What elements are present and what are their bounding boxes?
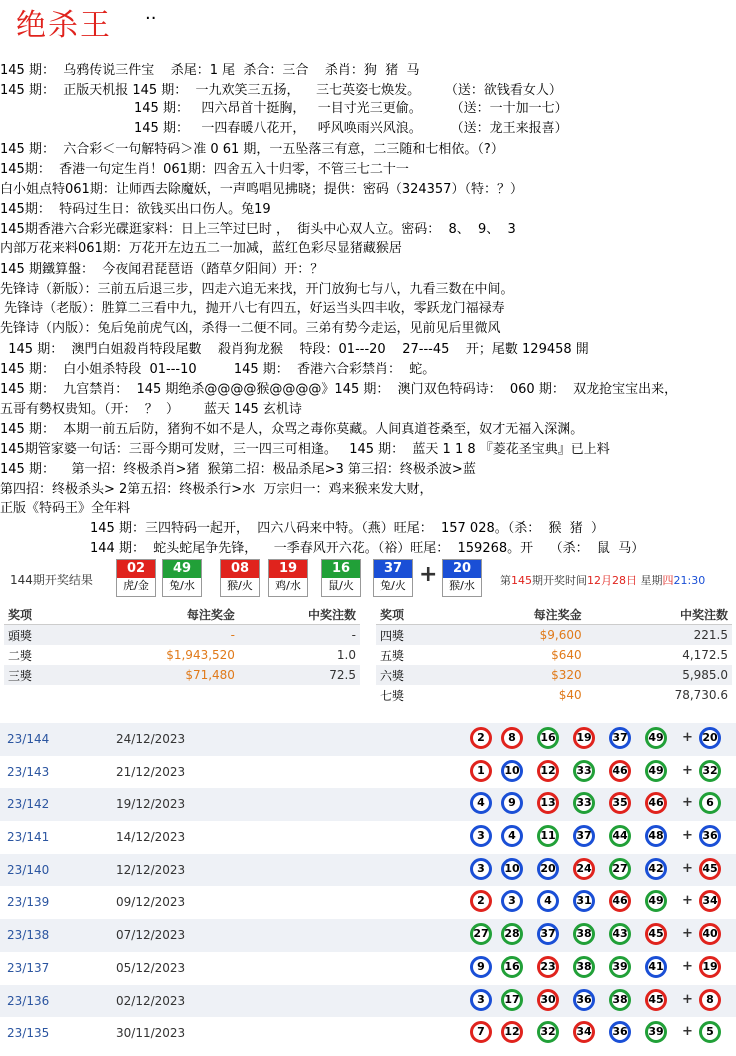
history-row xyxy=(0,985,736,1018)
history-ball: 46 xyxy=(645,792,667,814)
prize-amount: $71,480 xyxy=(73,665,239,685)
prize-name: 二獎 xyxy=(8,648,33,663)
result-ball-number: 49 xyxy=(163,560,201,578)
tip-line: 先锋诗（内版）：兔后兔前虎气凶，杀得一二便不同。三弟有势今走运，见前见后里微风 xyxy=(0,321,501,336)
history-plus-sign: + xyxy=(682,860,693,876)
history-plus-sign: + xyxy=(682,762,693,778)
tip-line: 正版《特码王》全年料 xyxy=(0,501,131,516)
history-ball: 3 xyxy=(501,890,523,912)
history-ball: 3 xyxy=(470,989,492,1011)
history-special-ball: 8 xyxy=(699,989,721,1011)
tip-line: 145 期： 六合彩＜一句解特码＞准 0 61 期，一五坠落三有意，二三随和七相依。（?） xyxy=(0,142,504,157)
history-ball: 33 xyxy=(573,760,595,782)
history-plus-sign: + xyxy=(682,828,693,844)
history-plus-sign: + xyxy=(682,1024,693,1040)
history-row xyxy=(0,788,736,821)
prize-header: 中奖注数 xyxy=(586,604,732,625)
history-ball: 20 xyxy=(537,858,559,880)
history-ball: 4 xyxy=(470,792,492,814)
history-ball: 17 xyxy=(501,989,523,1011)
history-plus-sign: + xyxy=(682,730,693,745)
history-ball: 36 xyxy=(573,989,595,1011)
tip-line: 145期香港六合彩光碟逛家料：日上三竿过巳时 ， 街头中心双人立。密码： 8、 9、 3 xyxy=(0,222,516,237)
prize-row xyxy=(376,665,732,685)
history-row xyxy=(0,952,736,985)
draw-time-weekday-pre: 星期 xyxy=(637,574,663,587)
prize-amount: $1,943,520 xyxy=(166,648,235,662)
draw-time-pre: 第 xyxy=(500,574,511,587)
history-ball: 12 xyxy=(537,760,559,782)
prize-name: 六獎 xyxy=(376,665,452,685)
prize-name: 七獎 xyxy=(380,688,405,703)
history-period: 23/136 xyxy=(7,993,50,1008)
history-row xyxy=(0,756,736,789)
prize-row xyxy=(376,685,732,705)
result-ball-number: 08 xyxy=(221,560,259,578)
tip-line: 145 期： 本期一前五后防，猪狗不如不是人，众骂之毒你莫藏。人间真道苍桑至，奴才无福入深渊。 xyxy=(0,422,584,437)
result-ball xyxy=(220,559,260,597)
tip-line: 第四招：终极杀头> 2第五招：终极杀行>水 万宗归一：鸡来猴来发大财， xyxy=(0,482,433,497)
history-ball: 10 xyxy=(501,858,523,880)
draw-time-period: 145 xyxy=(511,574,532,587)
history-ball: 7 xyxy=(470,1021,492,1043)
prize-table-left xyxy=(4,604,360,685)
history-ball: 27 xyxy=(470,923,492,945)
history-ball: 24 xyxy=(573,858,595,880)
history-date: 09/12/2023 xyxy=(116,895,186,910)
history-period: 23/144 xyxy=(7,732,50,746)
prize-count: 72.5 xyxy=(239,665,360,685)
tip-line: 145 期： 四六昂首十挺胸， 一目寸光三更偷。 （送：一十加一七） xyxy=(134,101,568,116)
tip-line: 145 期鐵算盤： 今夜闻君琵琶语（踏草夕阳间）开：？ xyxy=(0,262,324,277)
result-ball-zodiac: 兔/火 xyxy=(380,579,406,592)
prize-amount: $9,600 xyxy=(452,625,585,646)
history-ball: 38 xyxy=(573,956,595,978)
history-row xyxy=(0,723,736,756)
result-ball-number: 20 xyxy=(443,560,481,578)
next-draw-time xyxy=(500,572,705,588)
history-date: 05/12/2023 xyxy=(116,960,186,975)
history-row xyxy=(0,919,736,952)
history-ball: 37 xyxy=(573,825,595,847)
tip-line: 先锋诗（新版）：三前五后退三步，四走六追无来找，开门放狗七与八，九看三数在中间。 xyxy=(0,282,514,297)
history-ball: 8 xyxy=(501,727,523,749)
history-date: 14/12/2023 xyxy=(116,830,186,845)
history-ball: 11 xyxy=(537,825,559,847)
history-ball: 19 xyxy=(573,727,595,749)
draw-time-mid: 期开奖时间 xyxy=(532,574,587,587)
history-ball: 46 xyxy=(609,760,631,782)
history-ball: 38 xyxy=(573,923,595,945)
history-period: 23/142 xyxy=(7,797,50,812)
prize-row xyxy=(376,625,732,646)
tip-line: 145期： 香港一句定生肖！061期：四舍五入十归零，不管三七二十一 xyxy=(0,162,409,177)
history-ball: 9 xyxy=(501,792,523,814)
history-ball: 38 xyxy=(609,989,631,1011)
tip-line: 145期管家婆一句话：三哥今期可发财，三一四三可相逢。 145 期： 蓝天 1 1 8 『菱花圣宝典』已上料 xyxy=(0,442,610,457)
history-period: 23/140 xyxy=(7,862,50,877)
history-ball: 37 xyxy=(609,727,631,749)
history-ball: 33 xyxy=(573,792,595,814)
prize-row xyxy=(4,625,360,646)
prize-count: 5,985.0 xyxy=(586,665,732,685)
prize-header: 奖项 xyxy=(4,604,73,625)
result-ball xyxy=(162,559,202,597)
tip-line: 先锋诗（老版）：胜算二三看中九，抛开八七有四五，好运当头四丰收，零跃龙门福禄寿 xyxy=(0,301,505,316)
prize-amount: - xyxy=(73,625,239,646)
history-ball: 3 xyxy=(470,858,492,880)
prize-count: 78,730.6 xyxy=(674,688,728,702)
history-ball: 46 xyxy=(609,890,631,912)
result-ball-zodiac: 猴/火 xyxy=(227,579,253,592)
prize-header: 中奖注数 xyxy=(239,604,360,625)
history-ball: 34 xyxy=(573,1021,595,1043)
history-ball: 49 xyxy=(645,760,667,782)
prize-name: 頭獎 xyxy=(4,625,73,646)
history-period: 23/141 xyxy=(7,830,50,845)
history-date: 30/11/2023 xyxy=(116,1026,186,1041)
prize-count: 221.5 xyxy=(586,625,732,646)
history-special-ball: 36 xyxy=(699,825,721,847)
history-plus-sign: + xyxy=(682,893,693,909)
history-row xyxy=(0,854,736,887)
tip-line: 白小姐点特061期：让师西去除魔妖，一声鸣唱见拂晓；提供：密码（324357）（特：？） xyxy=(0,182,523,197)
result-ball xyxy=(442,559,482,597)
history-ball: 9 xyxy=(470,956,492,978)
result-ball-zodiac: 鼠/火 xyxy=(328,579,354,592)
draw-time-weekday: 四 xyxy=(662,574,674,587)
prize-amount: $640 xyxy=(551,648,582,662)
result-ball xyxy=(373,559,413,597)
result-ball-zodiac: 鸡/水 xyxy=(275,579,301,592)
prize-amount: $40 xyxy=(558,688,582,702)
result-ball xyxy=(116,559,156,597)
tip-line: 145 期： 九宫禁肖： 145 期绝杀@@@@猴@@@@》145 期： 澳门双色特码诗： 060 期： 双龙抢宝宝出来， xyxy=(0,382,678,397)
history-special-ball: 5 xyxy=(699,1021,721,1043)
history-ball: 31 xyxy=(573,890,595,912)
history-date: 21/12/2023 xyxy=(116,764,186,779)
tip-line: 145 期： 第一招：终极杀肖>猪 猴第二招：极品杀尾>3 第三招：终极杀波>蓝 xyxy=(0,462,476,477)
history-period: 23/143 xyxy=(7,764,50,779)
result-ball-number: 02 xyxy=(117,560,155,578)
title-dots: ·· xyxy=(145,8,157,29)
history-ball: 49 xyxy=(645,727,667,749)
prize-header: 每注奖金 xyxy=(73,604,239,625)
history-ball: 28 xyxy=(501,923,523,945)
tip-line: 145 期： 乌鸦传说三件宝 杀尾：1 尾 杀合：三合 杀肖：狗 猪 马 xyxy=(0,63,420,78)
history-ball: 23 xyxy=(537,956,559,978)
history-ball: 42 xyxy=(645,858,667,880)
prize-count: 4,172.5 xyxy=(682,648,728,662)
tip-line: 五哥有勢权贵知。（开： ？ ） 蓝天 145 玄机诗 xyxy=(0,402,302,417)
history-ball: 37 xyxy=(537,923,559,945)
history-plus-sign: + xyxy=(682,795,693,811)
history-ball: 32 xyxy=(537,1021,559,1043)
tip-line: 145 期： 白小姐杀特段 01---10 145 期： 香港六合彩禁肖： 蛇。 xyxy=(0,362,436,377)
history-special-ball: 40 xyxy=(699,923,721,945)
history-date: 07/12/2023 xyxy=(116,928,186,943)
history-ball: 44 xyxy=(609,825,631,847)
result-ball-zodiac: 兔/水 xyxy=(169,579,195,592)
result-ball-number: 19 xyxy=(269,560,307,578)
prize-count: 1.0 xyxy=(336,648,356,662)
result-label: 144期开奖结果 xyxy=(10,573,93,587)
tip-line: 145 期： 正版天机报 145 期： 一九欢笑三五扬， 三七英姿七焕发。 （送：欲钱看女人） xyxy=(0,83,562,98)
history-ball: 43 xyxy=(609,923,631,945)
history-ball: 16 xyxy=(537,727,559,749)
page-title: 绝杀王 xyxy=(16,8,112,43)
history-ball: 45 xyxy=(645,923,667,945)
tip-line: 145期： 特码过生日：欲钱买出口伤人。兔19 xyxy=(0,202,271,217)
history-ball: 2 xyxy=(470,727,492,749)
history-period: 23/139 xyxy=(7,895,50,910)
history-ball: 16 xyxy=(501,956,523,978)
history-ball: 27 xyxy=(609,858,631,880)
result-ball-number: 37 xyxy=(374,560,412,578)
result-ball-zodiac: 虎/金 xyxy=(123,579,149,592)
history-plus-sign: + xyxy=(682,926,693,942)
prize-header: 每注奖金 xyxy=(452,604,585,625)
prize-name: 五獎 xyxy=(380,648,405,663)
history-ball: 12 xyxy=(501,1021,523,1043)
history-date: 24/12/2023 xyxy=(116,732,186,746)
history-date: 19/12/2023 xyxy=(116,797,186,812)
result-ball-zodiac: 猴/水 xyxy=(449,579,475,592)
result-ball-number: 16 xyxy=(322,560,360,578)
history-ball: 49 xyxy=(645,890,667,912)
history-ball: 41 xyxy=(645,956,667,978)
prize-name: 三獎 xyxy=(4,665,73,685)
result-plus-sign: + xyxy=(419,562,438,587)
history-ball: 1 xyxy=(470,760,492,782)
tip-line: 144 期： 蛇头蛇尾争先锋， 一季春风开六花。（裕）旺尾： 159268。开 （杀： 鼠 马） xyxy=(90,541,645,556)
history-period: 23/138 xyxy=(7,928,50,943)
history-ball: 13 xyxy=(537,792,559,814)
history-ball: 45 xyxy=(645,989,667,1011)
history-special-ball: 20 xyxy=(699,727,721,749)
history-plus-sign: + xyxy=(682,991,693,1007)
history-ball: 2 xyxy=(470,890,492,912)
prize-row xyxy=(4,665,360,685)
history-ball: 3 xyxy=(470,825,492,847)
draw-time-date: 12月28日 xyxy=(587,574,637,587)
history-period: 23/135 xyxy=(7,1026,50,1041)
result-ball xyxy=(268,559,308,597)
prize-header: 奖项 xyxy=(376,604,452,625)
history-row xyxy=(0,886,736,919)
history-list xyxy=(0,723,736,1050)
prize-row xyxy=(4,645,360,665)
history-date: 12/12/2023 xyxy=(116,862,186,877)
history-special-ball: 45 xyxy=(699,858,721,880)
history-row xyxy=(0,1017,736,1050)
result-ball xyxy=(321,559,361,597)
history-ball: 30 xyxy=(537,989,559,1011)
tip-line: 内部万花来料061期：万花开左边五二一加减，蓝红色彩尽显猪藏猴居 xyxy=(0,241,402,256)
tip-line: 145 期：三四特码一起开， 四六八码来中特。（燕）旺尾： 157 028。（杀： 猴 猪 ） xyxy=(90,521,605,536)
history-plus-sign: + xyxy=(682,958,693,974)
prize-count: - xyxy=(239,625,360,646)
history-date: 02/12/2023 xyxy=(116,993,186,1008)
history-ball: 35 xyxy=(609,792,631,814)
prize-amount: $320 xyxy=(452,665,585,685)
tip-line: 145 期： 澳門白姐殺肖特段尾數 殺肖狗龙猴 特段：01---20 27---45 开；尾數 129458 開 xyxy=(0,342,589,357)
draw-time-clock: 21:30 xyxy=(673,574,706,587)
history-ball: 36 xyxy=(609,1021,631,1043)
history-row xyxy=(0,821,736,854)
tip-line: 145 期： 一四春暖八花开， 呼风唤雨兴风浪。 （送：龙王来报喜） xyxy=(134,121,568,136)
history-period: 23/137 xyxy=(7,960,50,975)
history-ball: 48 xyxy=(645,825,667,847)
history-ball: 4 xyxy=(501,825,523,847)
history-special-ball: 6 xyxy=(699,792,721,814)
history-ball: 39 xyxy=(645,1021,667,1043)
prize-name: 四獎 xyxy=(376,625,452,646)
history-special-ball: 34 xyxy=(699,890,721,912)
history-ball: 4 xyxy=(537,890,559,912)
history-ball: 39 xyxy=(609,956,631,978)
prize-table-right xyxy=(376,604,732,705)
history-ball: 10 xyxy=(501,760,523,782)
history-special-ball: 19 xyxy=(699,956,721,978)
prize-row xyxy=(376,645,732,665)
history-special-ball: 32 xyxy=(699,760,721,782)
